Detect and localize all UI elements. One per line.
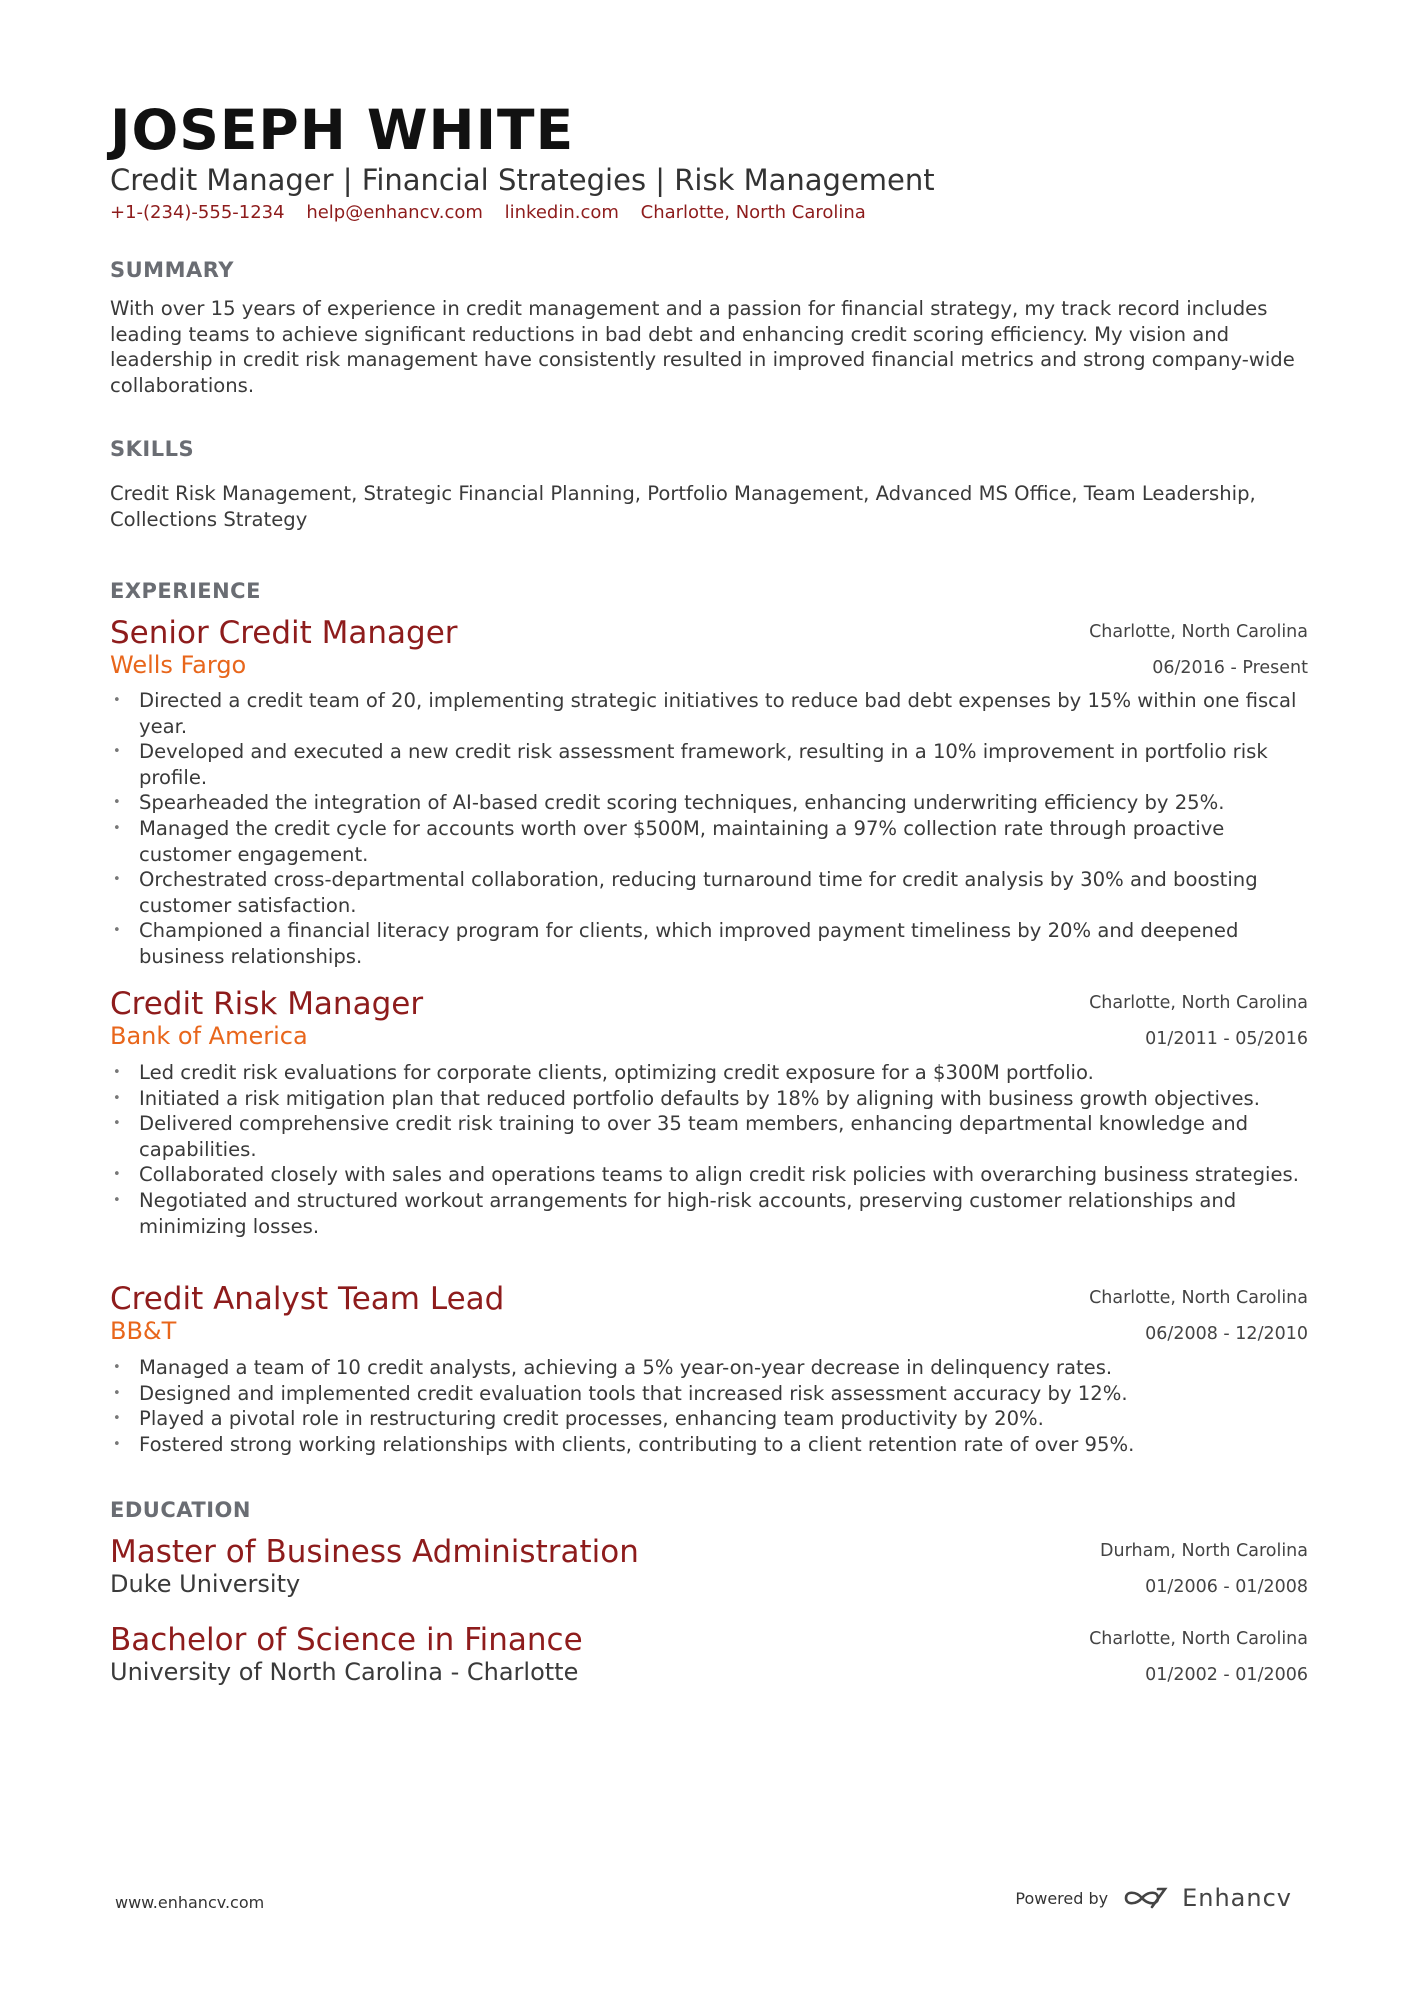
job-location: Charlotte, North Carolina (1089, 622, 1308, 642)
job-achievements (110, 1355, 1310, 1457)
powered-by-badge[interactable] (1015, 1884, 1292, 1912)
job-dates: 06/2008 - 12/2010 (1145, 1324, 1308, 1344)
achievement-item: • Spearheaded the integration of AI-based credit scoring techniques, enhancing underwriting efficiency by 25%. (110, 790, 1310, 816)
headline: Credit Manager | Financial Strategies | Risk Management (110, 163, 935, 197)
achievement-item: • Negotiated and structured workout arrangements for high-risk accounts, preserving customer relationships and minimizing losses. (110, 1188, 1310, 1239)
achievement-item: • Delivered comprehensive credit risk training to over 35 team members, enhancing departmental knowledge and capabilities. (110, 1111, 1310, 1162)
achievement-item: • Designed and implemented credit evaluation tools that increased risk assessment accuracy by 12%. (110, 1381, 1310, 1407)
achievement-item: • Developed and executed a new credit risk assessment framework, resulting in a 10% improvement in portfolio risk profile. (110, 739, 1310, 790)
job-achievements (110, 1060, 1310, 1239)
job-dates: 01/2011 - 05/2016 (1145, 1029, 1308, 1049)
footer-website-link[interactable]: www.enhancv.com (115, 1893, 265, 1912)
achievement-item: • Orchestrated cross-departmental collaboration, reducing turnaround time for credit analysis by 30% and boosting customer satisfaction. (110, 867, 1310, 918)
degree-name: Bachelor of Science in Finance (110, 1622, 583, 1658)
achievement-item: • Collaborated closely with sales and operations teams to align credit risk policies with overarching business strategies. (110, 1162, 1310, 1188)
enhancv-brand-name: Enhancv (1182, 1884, 1292, 1912)
achievement-item: • Initiated a risk mitigation plan that reduced portfolio defaults by 18% by aligning with business growth objectives. (110, 1086, 1310, 1112)
contact-linkedin[interactable]: linkedin.com (504, 202, 619, 223)
job-title: Senior Credit Manager (110, 615, 458, 651)
achievement-item: • Fostered strong working relationships with clients, contributing to a client retention rate of over 95%. (110, 1432, 1310, 1458)
contact-phone[interactable]: +1-(234)-555-1234 (110, 202, 285, 223)
achievement-item: • Led credit risk evaluations for corporate clients, optimizing credit exposure for a $300M portfolio. (110, 1060, 1310, 1086)
job-title: Credit Analyst Team Lead (110, 1281, 505, 1317)
job-title: Credit Risk Manager (110, 986, 424, 1022)
enhancv-logo-icon (1122, 1885, 1168, 1911)
degree-name: Master of Business Administration (110, 1534, 639, 1570)
achievement-item: • Championed a financial literacy program for clients, which improved payment timeliness by 20% and deepened business relationships. (110, 918, 1310, 969)
school-name: Duke University (110, 1570, 301, 1598)
summary-text: With over 15 years of experience in credit management and a passion for financial strategy, my track record includes leading teams to achieve significant reductions in bad debt and enhancing credit scoring efficiency. My vision and leadership in credit risk management have consistently resulted in improved financial metrics and strong company-wide collaborations. (110, 297, 1295, 397)
job-location: Charlotte, North Carolina (1089, 1288, 1308, 1308)
contact-location: Charlotte, North Carolina (640, 202, 866, 223)
company-name: BB&T (110, 1317, 177, 1345)
achievement-item: • Managed a team of 10 credit analysts, achieving a 5% year-on-year decrease in delinquency rates. (110, 1355, 1310, 1381)
achievement-item: • Played a pivotal role in restructuring credit processes, enhancing team productivity by 20%. (110, 1406, 1310, 1432)
achievement-item: • Managed the credit cycle for accounts worth over $500M, maintaining a 97% collection rate through proactive customer engagement. (110, 816, 1310, 867)
school-name: University of North Carolina - Charlotte (110, 1658, 579, 1686)
education-dates: 01/2006 - 01/2008 (1145, 1577, 1308, 1597)
school-location: Durham, North Carolina (1100, 1541, 1308, 1561)
skills-text: Credit Risk Management, Strategic Financial Planning, Portfolio Management, Advanced MS Office, Team Leadership, Collections Strategy (110, 482, 1256, 531)
company-name: Wells Fargo (110, 651, 247, 679)
summary-heading: SUMMARY (110, 258, 234, 282)
education-dates: 01/2002 - 01/2006 (1145, 1665, 1308, 1685)
contact-bar (110, 202, 882, 223)
company-name: Bank of America (110, 1022, 308, 1050)
job-dates: 06/2016 - Present (1152, 658, 1308, 678)
education-heading: EDUCATION (110, 1498, 251, 1522)
job-achievements (110, 688, 1310, 970)
contact-email[interactable]: help@enhancv.com (306, 202, 483, 223)
experience-heading: EXPERIENCE (110, 579, 261, 603)
candidate-name: JOSEPH WHITE (110, 98, 575, 162)
school-location: Charlotte, North Carolina (1089, 1629, 1308, 1649)
skills-heading: SKILLS (110, 437, 195, 461)
job-location: Charlotte, North Carolina (1089, 993, 1308, 1013)
powered-by-label: Powered by (1015, 1888, 1109, 1908)
achievement-item: • Directed a credit team of 20, implementing strategic initiatives to reduce bad debt expenses by 15% within one fiscal year. (110, 688, 1310, 739)
